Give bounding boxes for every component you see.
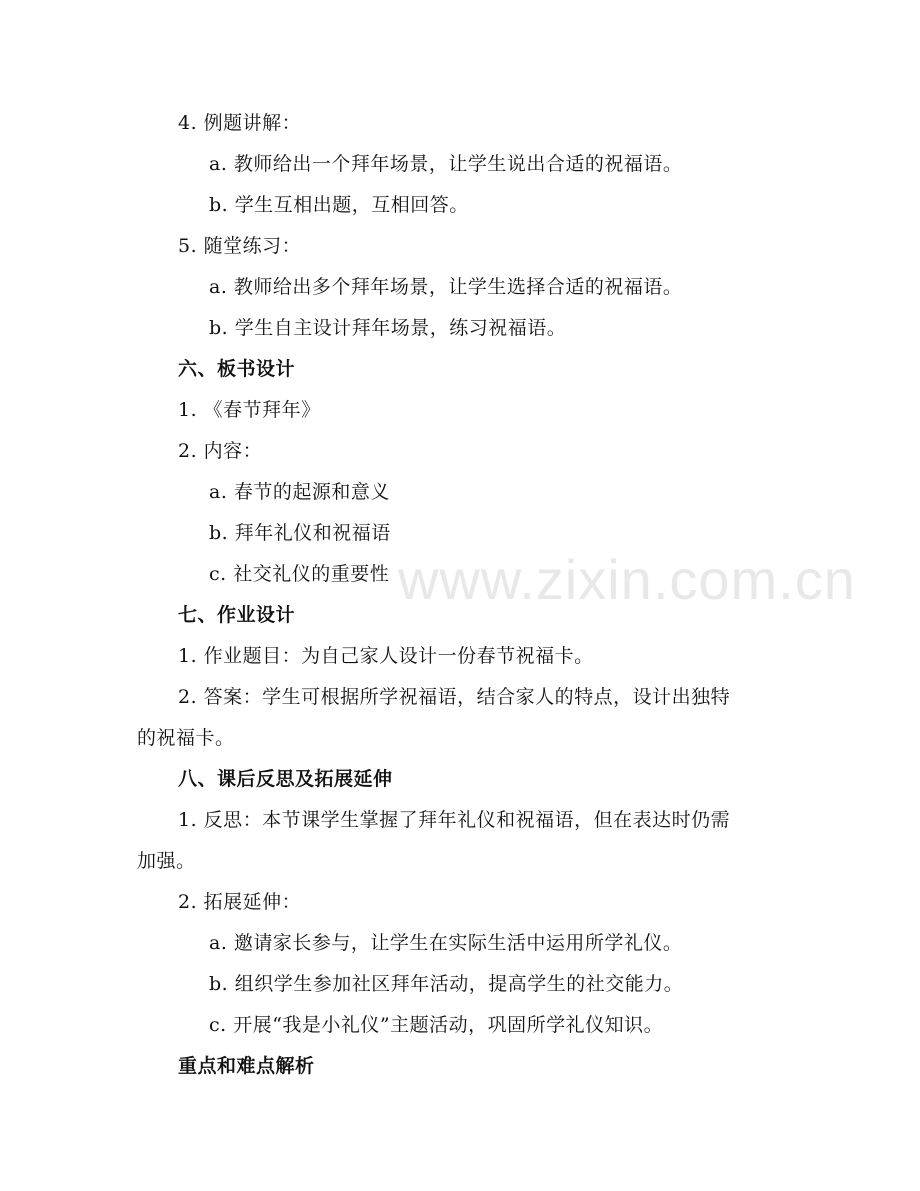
- section6-item-2c: c. 社交礼仪的重要性: [209, 563, 390, 585]
- section9-heading: 重点和难点解析: [178, 1055, 315, 1077]
- step4-item-a: a. 教师给出一个拜年场景，让学生说出合适的祝福语。: [209, 153, 683, 175]
- section8-item-2b: b. 组织学生参加社区拜年活动，提高学生的社交能力。: [209, 973, 684, 995]
- section7-heading: 七、作业设计: [178, 604, 296, 626]
- step5-title: 5. 随堂练习：: [178, 235, 302, 257]
- section7-item-2-line1: 2. 答案：学生可根据所学祝福语，结合家人的特点，设计出独特: [178, 686, 731, 708]
- step5-item-b: b. 学生自主设计拜年场景，练习祝福语。: [209, 317, 567, 339]
- section8-heading: 八、课后反思及拓展延伸: [178, 768, 393, 790]
- section7-item-1: 1. 作业题目：为自己家人设计一份春节祝福卡。: [178, 645, 594, 667]
- section6-item-2b: b. 拜年礼仪和祝福语: [209, 522, 391, 544]
- section6-item-2: 2. 内容：: [178, 440, 263, 462]
- section8-item-2a: a. 邀请家长参与，让学生在实际生活中运用所学礼仪。: [209, 932, 683, 954]
- step5-item-a: a. 教师给出多个拜年场景，让学生选择合适的祝福语。: [209, 276, 683, 298]
- section8-item-2: 2. 拓展延伸：: [178, 891, 302, 913]
- step4-item-b: b. 学生互相出题，互相回答。: [209, 194, 469, 216]
- section6-item-1: 1. 《春节拜年》: [178, 399, 321, 421]
- section6-heading: 六、板书设计: [178, 358, 296, 380]
- section8-item-1-line1: 1. 反思：本节课学生掌握了拜年礼仪和祝福语，但在表达时仍需: [178, 809, 731, 831]
- step4-title: 4. 例题讲解：: [178, 112, 302, 134]
- section6-item-2a: a. 春节的起源和意义: [209, 481, 390, 503]
- section8-item-2c: c. 开展“我是小礼仪”主题活动，巩固所学礼仪知识。: [209, 1014, 664, 1036]
- watermark-text: www.zixin.com.cn: [398, 548, 856, 611]
- section8-item-1-line2: 加强。: [137, 850, 196, 872]
- section7-item-2-line2: 的祝福卡。: [137, 727, 235, 749]
